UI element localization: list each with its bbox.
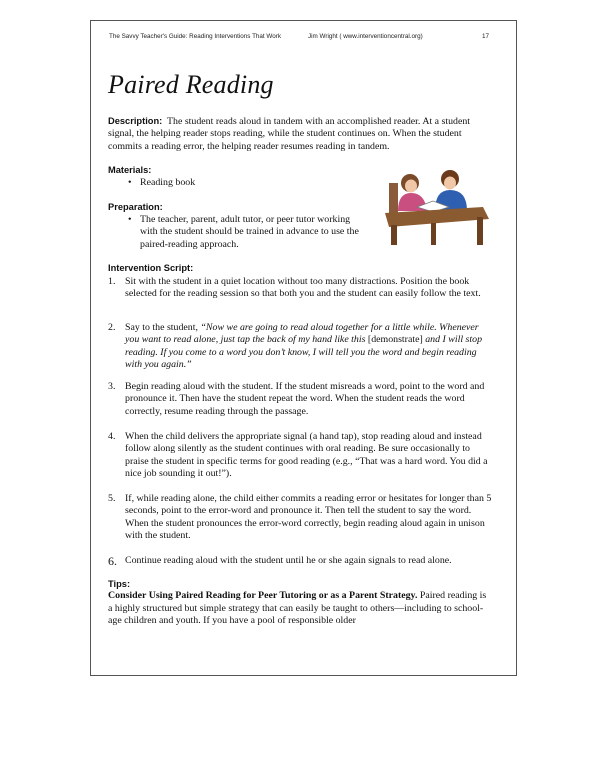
page-number: 17 [481, 33, 489, 40]
materials-item: • Reading book [128, 177, 196, 188]
two-children-reading-icon [383, 163, 491, 245]
script-steps [108, 276, 493, 301]
description-text: The student reads aloud in tandem with an accomplished reader. At a student signal, the helping reader stops reading, while the student continues on. When the student commits a reading error, the helping reader resumes reading in tandem. [108, 116, 471, 152]
script-step: 6. Continue reading aloud with the student until he or she again signals to read alone. [108, 554, 452, 568]
preparation-label: Preparation: [108, 202, 163, 212]
script-label: Intervention Script: [108, 263, 194, 273]
description-label: Description: [108, 116, 163, 126]
preparation-section [108, 201, 368, 213]
script-step: 1. Sit with the student in a quiet location without too many distractions. Position the book selected for the reading session so that both you and the student can easily follow the text. [108, 276, 481, 300]
script-steps-6 [108, 555, 493, 567]
intervention-script-section [108, 262, 493, 274]
script-steps-2 [108, 322, 493, 371]
script-step: 2. Say to the student, “Now we are going to read aloud together for a little while. Whenever you want to read alone, just tap the back of my hand like this [demonstrate] and I will stop reading. If you come to a word you don’t know, I will tell you the word and begin reading with you again.” [108, 322, 483, 370]
materials-section [108, 164, 368, 176]
tips-text: Paired reading is a highly structured but simple strategy that can easily be taught to others—including to school-age children and youth. If you have a pool of responsible older [108, 590, 487, 626]
tips-heading: Consider Using Paired Reading for Peer Tutoring or as a Parent Strategy. [108, 590, 418, 602]
book-title: The Savvy Teacher's Guide: Reading Interventions That Work [109, 33, 282, 40]
script-steps-5 [108, 493, 493, 542]
script-steps-4 [108, 431, 493, 480]
script-step: 5. If, while reading alone, the child either commits a reading error or hesitates for longer than 5 seconds, point to the error-word and pronounce it. Then tell the student to say the word. When the student pronounces the error-word correctly, begin reading aloud again in unison with the student. [108, 493, 492, 541]
script-step: 3. Begin reading aloud with the student. If the student misreads a word, point to the word and pronounce it. Then have the student repeat the word. When the student reads the word correctly, resume reading through the passage. [108, 381, 485, 417]
materials-label: Materials: [108, 165, 152, 175]
tips-section [108, 578, 493, 627]
script-step: 4. When the child delivers the appropriate signal (a hand tap), stop reading aloud and instead follow along silently as the student continues with oral reading. Be sure occasionally to praise the student in specific terms for good reading (e.g., “That was a hard word. You did a nice job sounding it out!”). [108, 431, 488, 479]
running-header [109, 33, 489, 40]
author-credit: Jim Wright ( www.interventioncentral.org) [308, 33, 423, 40]
description-section [108, 115, 493, 153]
script-steps-3 [108, 381, 493, 418]
preparation-item: • The teacher, parent, adult tutor, or peer tutor working with the student should be trained in advance to use the paired-reading approach. [128, 214, 359, 250]
page-title: Paired Reading [108, 70, 274, 99]
tips-label: Tips: [108, 579, 131, 589]
